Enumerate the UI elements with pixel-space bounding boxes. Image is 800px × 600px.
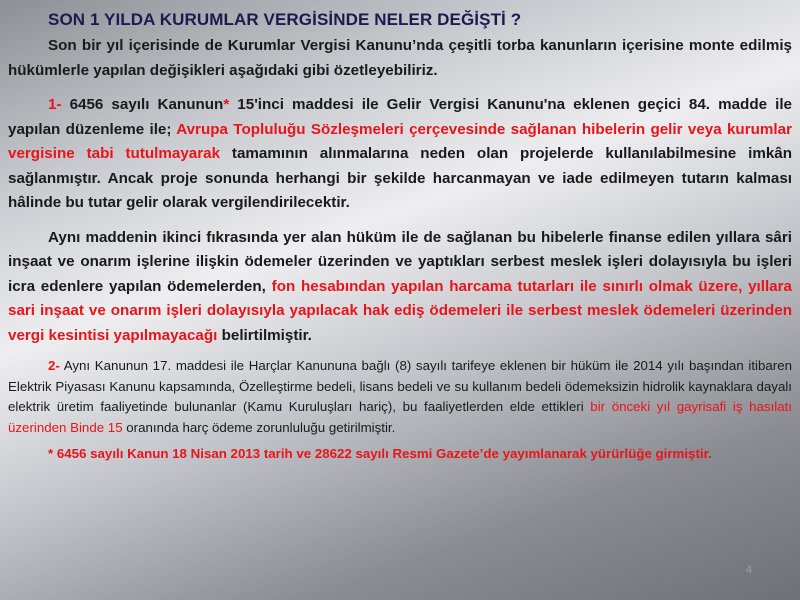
item-1b-text-b: belirtilmiştir.: [217, 326, 312, 344]
item-1b-text-a: Aynı maddenin ikinci fıkrasında yer alan hüküm ile de sağlanan bu hibelerle finanse edilen yıllara sâri inşaat ve onarım işlerine ilişkin ödemeler üzerinden ve yaptıkları serbest meslek işleri dolayısıyla bu işleri icra edenlere yapılan ödemelerden,: [8, 228, 792, 295]
slide-content: [8, 10, 792, 463]
item-1-text-c: tamamının alınmalarına neden olan projelerde kullanılabilmesine imkân sağlanmıştır. Ancak proje sonunda herhangi bir şekilde harcanmayan ve iade edilmeyen tutarın kalması hâlinde bu tutar gelir olarak vergilendirilecektir.: [8, 145, 792, 211]
item-1-text-b: 15'inci maddesi ile Gelir Vergisi Kanunu'na eklenen geçici 84. madde ile yapılan düzenleme ile;: [8, 96, 792, 138]
item-1-number: 1-: [48, 96, 62, 113]
item-1b-highlight: fon hesabından yapılan harcama tutarları ile sınırlı olmak üzere, yıllara sari inşaat ve onarım işleri dolayısıyla yapılacak hak ediş ödemeleri ile serbest meslek ödemeleri üzerinden vergi kesintisi yapılmayacağı: [8, 277, 792, 344]
slide-title: SON 1 YILDA KURUMLAR VERGİSİNDE NELER DEĞİŞTİ ?: [48, 10, 522, 29]
item-1-text-a: 6456 sayılı Kanunun: [61, 96, 224, 113]
page-number: 4: [745, 564, 752, 576]
item-1-highlight: Avrupa Topluluğu Sözleşmeleri çerçevesinde sağlanan hibelerin gelir veya kurumlar vergisine tabi tutulmayarak: [8, 120, 792, 162]
item-2-text-a: Aynı Kanunun 17. maddesi ile Harçlar Kanununa bağlı (8) sayılı tarifeye eklenen bir hüküm ile 2014 yılı başından itibaren Elektrik Piyasası Kanunu kapsamında, Özelleştirme bedeli, lisans bedeli ve su kullanım bedeli ödemeksizin hidrolik kaynaklara dayalı elektrik üretim faaliyetinde bulunanlar (Kamu Kuruluşları hariç), bu faaliyetlerden elde ettikleri: [8, 358, 792, 414]
intro-paragraph: Son bir yıl içerisinde de Kurumlar Vergisi Kanunu’nda çeşitli torba kanunların içerisine monte edilmiş hükümlerle yapılan değişikleri aşağıdaki gibi özetleyebiliriz.: [8, 37, 792, 79]
footnote: * 6456 sayılı Kanun 18 Nisan 2013 tarih ve 28622 sayılı Resmi Gazete’de yayımlanarak yürürlüğe girmiştir.: [48, 446, 712, 461]
item-2-number: 2-: [48, 358, 60, 373]
item-1-paragraph: [8, 93, 792, 216]
item-2-paragraph: [8, 356, 792, 438]
item-1-footnote-star: *: [223, 96, 230, 113]
item-1b-paragraph: [8, 226, 792, 349]
item-2-text-b: oranında harç ödeme zorunluluğu getirilmiştir.: [122, 419, 396, 435]
item-2-highlight: bir önceki yıl gayrisafi iş hasılatı üzerinden Binde 15: [8, 399, 793, 435]
